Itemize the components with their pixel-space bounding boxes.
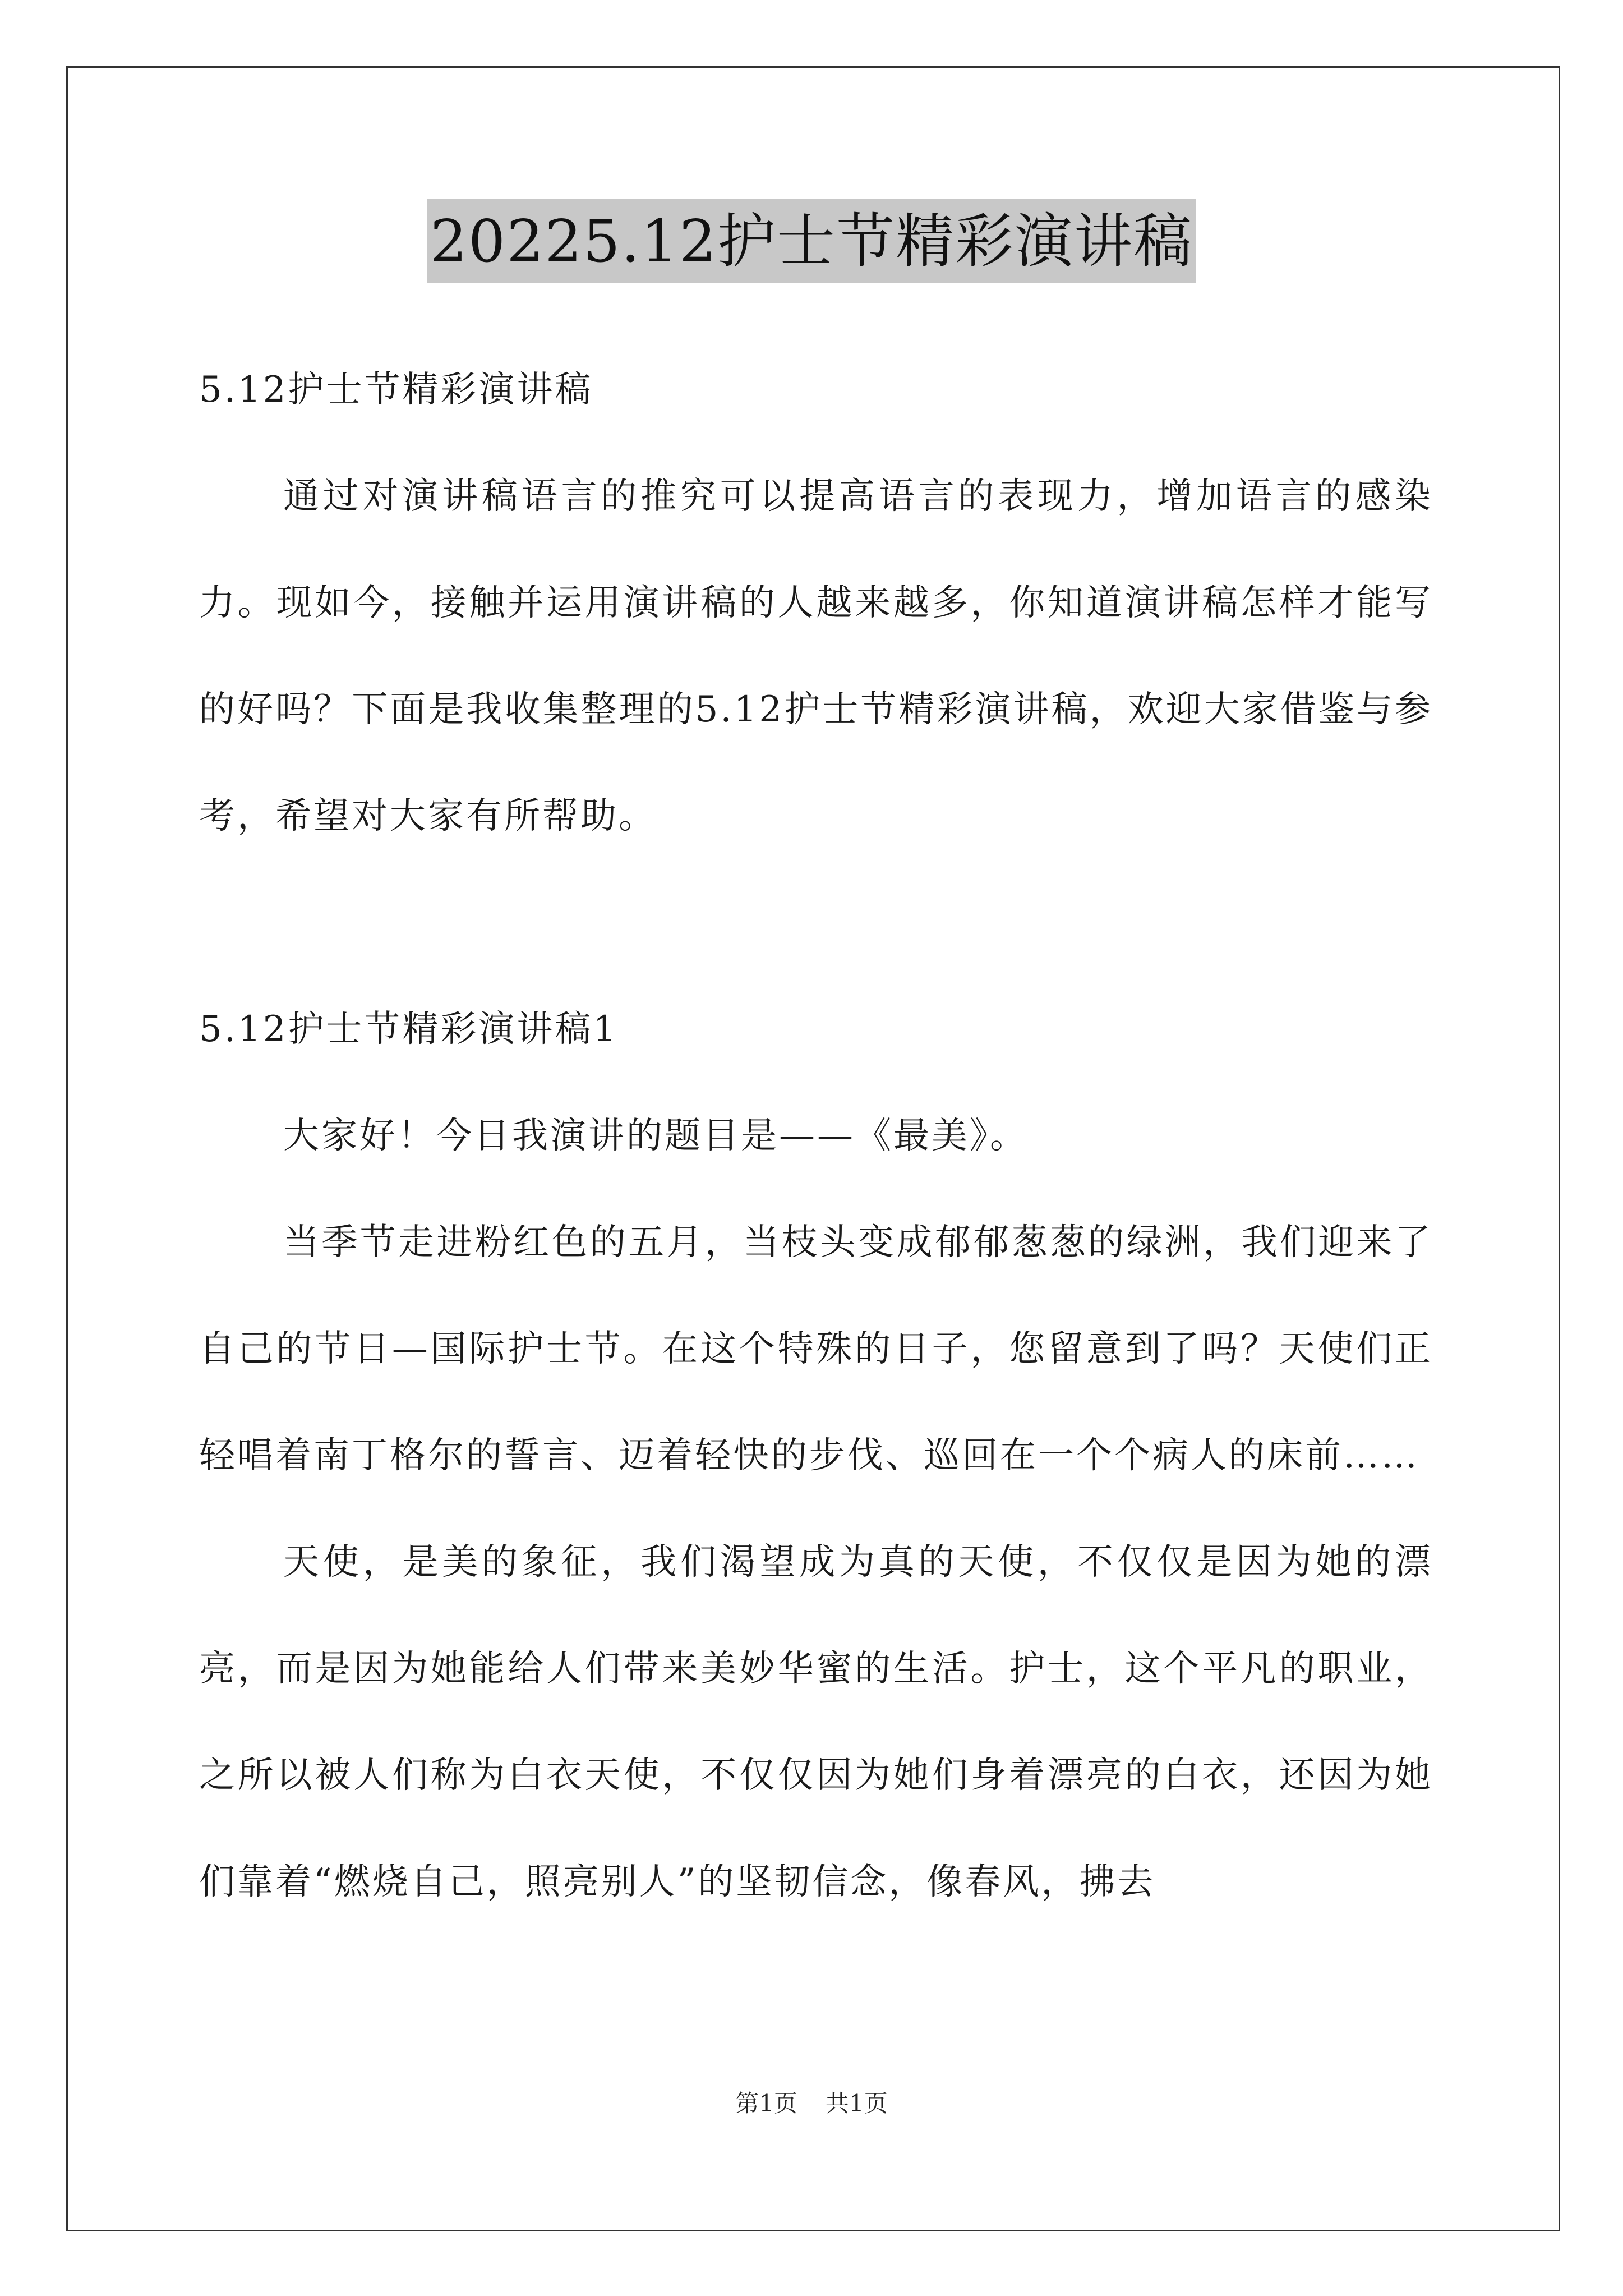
page-footer: [0, 2087, 1623, 2120]
body-paragraph-3: 天使，是美的象征，我们渴望成为真的天使，不仅仅是因为她的漂亮，而是因为她能给人们带来美妙华蜜的生活。护士，这个平凡的职业，之所以被人们称为白衣天使，不仅仅因为她们身着漂亮的白衣，还因为她们靠着“燃烧自己，照亮别人”的坚韧信念，像春风，拂去: [199, 1542, 1433, 1903]
body-paragraph-1: 大家好！今日我演讲的题目是——《最美》。: [283, 1115, 1028, 1157]
intro-heading: 5.12护士节精彩演讲稿: [199, 369, 593, 411]
page-total: 共1页: [826, 2090, 888, 2117]
section-heading: 5.12护士节精彩演讲稿1: [199, 1009, 619, 1050]
page-number: 第1页: [735, 2090, 797, 2117]
document-title: 20225.12护士节精彩演讲稿: [427, 199, 1196, 283]
body-paragraph-2: 当季节走进粉红色的五月，当枝头变成郁郁葱葱的绿洲，我们迎来了自己的节日—国际护士节。在这个特殊的日子，您留意到了吗？天使们正轻唱着南丁格尔的誓言、迈着轻快的步伐、巡回在一个个病人的床前……: [199, 1222, 1433, 1476]
intro-paragraph: 通过对演讲稿语言的推究可以提高语言的表现力，增加语言的感染力。现如今，接触并运用演讲稿的人越来越多，你知道演讲稿怎样才能写的好吗？下面是我收集整理的5.12护士节精彩演讲稿，欢迎大家借鉴与参考，希望对大家有所帮助。: [199, 476, 1433, 837]
title-container: [0, 199, 1623, 283]
document-body: [199, 337, 1433, 1935]
